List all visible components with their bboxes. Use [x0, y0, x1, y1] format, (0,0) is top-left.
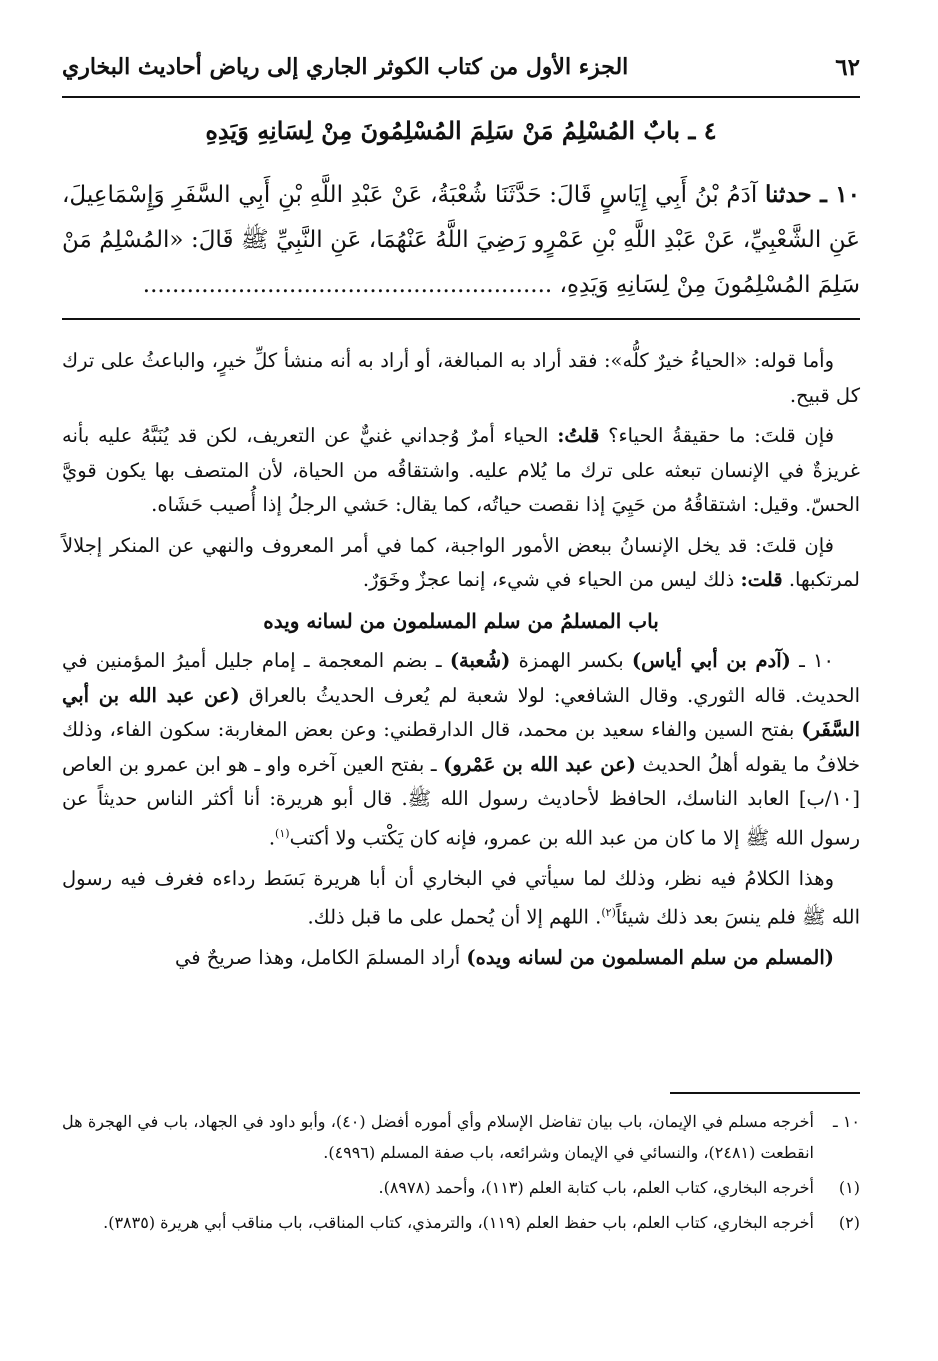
- running-title: الجزء الأول من كتاب الكوثر الجاري إلى رياض أحاديث البخاري: [62, 54, 629, 80]
- chapter-title: ٤ ـ بابٌ المُسْلِمُ مَنْ سَلِمَ المُسْلِمُونَ مِنْ لِسَانِهِ وَيَدِهِ: [205, 116, 717, 145]
- bold-term: قلتُ:: [557, 424, 600, 447]
- paragraph-text: . اللهم إلا أن يُحمل على ما قبل ذلك.: [307, 905, 602, 929]
- book-page: [62, 0, 860, 1361]
- hadith-body: آدَمُ بْنُ أَبِي إِيَاسٍ قَالَ: حَدَّثَنَا شُعْبَةُ، عَنْ عَبْدِ اللَّهِ بْنِ أَبِي السَّفَرِ وَإِسْمَاعِيلَ، عَنِ الشَّعْبِيِّ، عَنْ عَبْدِ اللَّهِ بْنِ عَمْرٍو رَضِيَ اللَّهُ عَنْهُمَا، عَنِ النَّبِيِّ ﷺ قَالَ: «المُسْلِمُ مَنْ سَلِمَ المُسْلِمُونَ مِنْ لِسَانِهِ وَيَدِهِ،: [62, 182, 860, 298]
- bold-term: (عن عبد الله بن أبي السَّفَر): [62, 683, 861, 741]
- bold-term: (عن عبد الله بن عَمْرو): [443, 752, 636, 776]
- text-separator: [62, 318, 860, 320]
- footnote-ref: (٢): [601, 906, 616, 919]
- commentary-paragraph: [62, 419, 860, 523]
- footnote-separator: [670, 1092, 860, 1094]
- paragraph-text: بكسر الهمزة: [518, 649, 624, 672]
- hadith-text: [62, 172, 860, 308]
- footnote-mark: (٢): [838, 1213, 860, 1232]
- paragraph-text: ١٠ ـ: [799, 649, 834, 672]
- commentary-paragraph: [62, 941, 860, 976]
- bold-term: (المسلم من سلم المسلمون من لسانه ويده): [466, 946, 834, 969]
- paragraph-text: فإن قلتَ: ما حقيقةُ الحياء؟: [608, 424, 835, 447]
- footnote-ref: (١): [275, 826, 290, 840]
- footnotes: [62, 1106, 860, 1242]
- paragraph-text: فإن قلتَ: قد يخل الإنسانُ ببعض الأمور الواجبة، كما في أمر المعروف والنهي عن المنكر إجلالاً لمرتكبها.: [62, 533, 860, 591]
- footnote-text: أخرجه البخاري، كتاب العلم، باب كتابة العلم (١١٣)، وأحمد (٨٩٧٨).: [378, 1178, 814, 1197]
- hadith-lead: ١٠ ـ حدثنا: [765, 181, 860, 208]
- paragraph-text: وأما قوله: «الحياءُ خيرٌ كلُّه»: فقد أراد به المبالغة، أو أراد به أنه منشأ كلِّ خيرٍ، والباعثُ على ترك كل قبيح.: [62, 349, 860, 407]
- commentary-paragraph: [62, 344, 860, 413]
- bold-term: (آدم بن أبي أياس): [631, 649, 791, 672]
- paragraph-text: أراد المسلمَ الكامل، وهذا صريحٌ في: [174, 946, 461, 969]
- paragraph-text: ـ بفتح العين آخره واو ـ هو ابن عمرو بن العاص [١٠/ب] العابد الناسك، الحافظ لأحاديث رسول الله ﷺ. قال أبو هريرة: أنا أكثر الناس حديثاً عن رسول الله ﷺ إلا ما كان من عبد الله بن عمرو، فإنه كان يَكْتب ولا أكتب: [62, 752, 860, 849]
- paragraph-text: ـ بضم المعجمة ـ إمام جليل أميرُ المؤمنين في الحديث. قاله الثوري. وقال الشافعي: لولا شعبة لم يُعرف الحديثُ بالعراق: [62, 649, 860, 707]
- commentary: [62, 344, 860, 982]
- paragraph-text: .: [268, 826, 276, 849]
- bold-term: (شُعبة): [449, 649, 511, 672]
- commentary-paragraph: [62, 644, 860, 856]
- paragraph-text: بفتح السين والفاء سعيد بن محمد، قال الدارقطني: وعن بعض المغاربة: سكون الفاء، وذلك خلافُ ما يقوله أهلُ الحديث: [62, 718, 861, 776]
- footnote: [62, 1207, 860, 1238]
- hadith-dots: ........................................................: [142, 272, 553, 298]
- bold-term: قلت:: [740, 568, 783, 591]
- footnote-text: أخرجه مسلم في الإيمان، باب بيان تفاضل الإسلام وأي أموره أفضل (٤٠)، وأبو داود في الجهاد، باب في الهجرة هل انقطعت (٢٤٨١)، والنسائي في الإيمان وشرائعه، باب صفة المسلم (٤٩٩٦).: [62, 1112, 814, 1162]
- page-number: ٦٢: [835, 54, 860, 81]
- section-title: باب المسلمُ من سلم المسلمون من لسانه ويده: [263, 608, 659, 633]
- footnote: [62, 1106, 860, 1168]
- footnote: [62, 1172, 860, 1203]
- footnote-mark: (١): [838, 1178, 860, 1197]
- footnote-text: أخرجه البخاري، كتاب العلم، باب حفظ العلم (١١٩)، والترمذي، كتاب المناقب، باب مناقب أبي هريرة (٣٨٣٥).: [103, 1213, 814, 1232]
- footnote-mark: ١٠ ـ: [833, 1112, 860, 1131]
- paragraph-text: الحياء أمرٌ وُجداني غنيٌّ عن التعريف، لكن قد يُنَبَّهُ عليه بأنه غريزةٌ في الإنسان تبعثه على ترك ما يُلام عليه. واشتقاقُه من الحياة، لأن المتصف بها يكون قويَّ الحسّ. وقيل: اشتقاقُهُ من حَيِيَ إذا نقصت حياتُه، كما يقال: حَشي الرجلُ إذا أُصيب حَشَاه.: [62, 424, 860, 516]
- commentary-paragraph: [62, 529, 860, 598]
- paragraph-text: ذلك ليس من الحياء في شيء، إنما عجزٌ وخَوَرٌ.: [362, 568, 735, 591]
- paragraph-text: وهذا الكلامُ فيه نظر، وذلك لما سيأتي في البخاري أن أبا هريرة بَسَط رداءه فغرف فيه رسول الله ﷺ فلم ينسَ بعد ذلك شيئاً: [62, 866, 860, 929]
- commentary-paragraph: [62, 862, 860, 936]
- running-header: [62, 52, 860, 98]
